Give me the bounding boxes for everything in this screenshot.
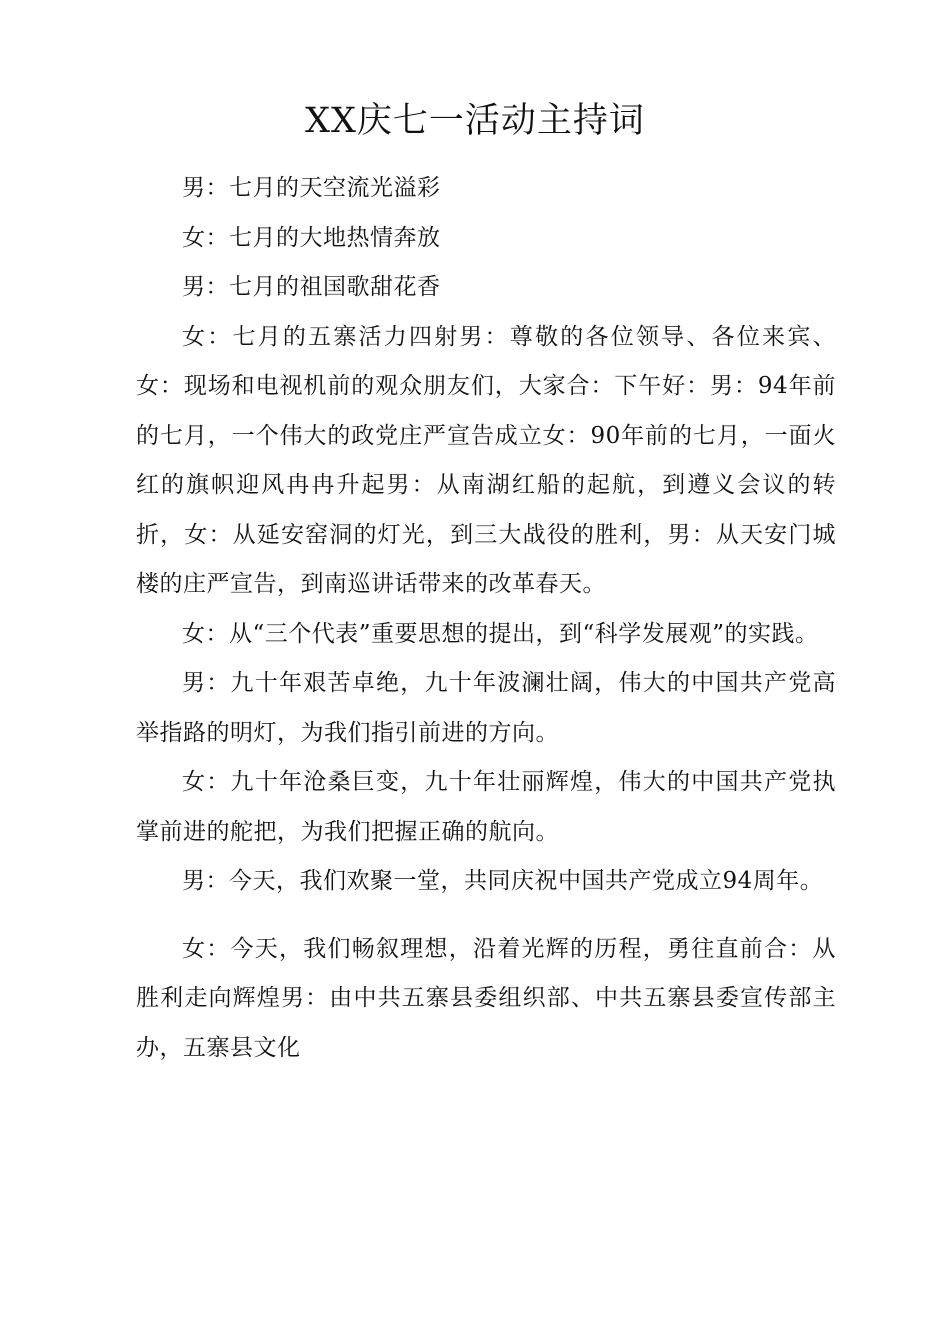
paragraph: 女：九十年沧桑巨变，九十年壮丽辉煌，伟大的中国共产党执掌前进的舵把，为我们把握正确的航向。 — [136, 769, 836, 845]
paragraph: 男：七月的祖国歌甜花香 — [182, 274, 441, 300]
paragraph: 男：七月的天空流光溢彩 — [182, 175, 441, 201]
paragraph: 男：九十年艰苦卓绝，九十年波澜壮阔，伟大的中国共产党高举指路的明灯，为我们指引前进的方向。 — [136, 670, 836, 746]
paragraph: 男：今天，我们欢聚一堂，共同庆祝中国共产党成立94周年。 — [182, 868, 824, 894]
document-body — [136, 164, 836, 1073]
paragraph: 女：七月的五寨活力四射男：尊敬的各位领导、各位来宾、女：现场和电视机前的观众朋友们，大家合：下午好：男：94年前的七月，一个伟大的政党庄严宣告成立女：90年前的七月，一面火红的旗帜迎风冉冉升起男：从南湖红船的起航，到遵义会议的转折，女：从延安窑洞的灯光，到三大战役的胜利，男：从天安门城楼的庄严宣告，到南巡讲话带来的改革春天。 — [136, 323, 836, 597]
paragraph: 女：从“三个代表”重要思想的提出，到“科学发展观”的实践。 — [182, 620, 819, 647]
paragraph: 女：今天，我们畅叙理想，沿着光辉的历程，勇往直前合：从胜利走向辉煌男：由中共五寨县委组织部、中共五寨县委宣传部主办，五寨县文化 — [136, 935, 836, 1061]
paragraph: 女：七月的大地热情奔放 — [182, 224, 441, 251]
document-title: XX庆七一活动主持词 — [305, 101, 645, 141]
